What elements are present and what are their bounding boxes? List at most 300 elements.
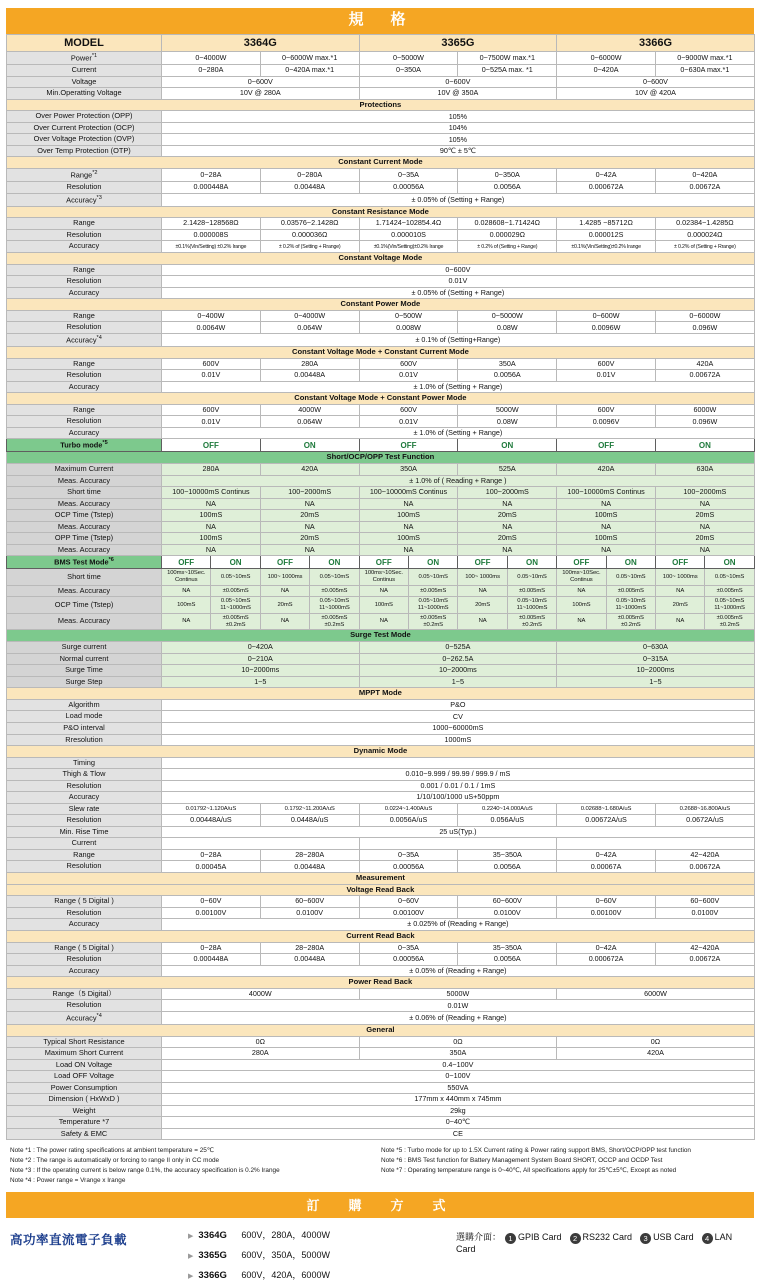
spec-banner-title: 規 格 [6, 8, 754, 34]
cell: 280A [162, 1048, 360, 1060]
cell: 20mS [260, 597, 309, 614]
row-label: Range ( 5 Digital ) [7, 896, 162, 908]
cell: ±0.005mS ±0.2mS [408, 613, 457, 630]
cell: NA [260, 521, 359, 533]
cell: 0~4000W [260, 310, 359, 322]
row-label: Dimension ( HxWxD ) [7, 1094, 162, 1106]
table-row [7, 521, 755, 533]
cell: 1.71424~102854.4Ω [359, 218, 458, 230]
cell: 0.000010S [359, 229, 458, 241]
table-row [7, 780, 755, 792]
cell: 29kg [162, 1105, 755, 1117]
model-3365g: 3365G [359, 34, 557, 52]
cell: ±0.005mS [507, 585, 556, 597]
row-label: Weight [7, 1105, 162, 1117]
row-label: Range ( 5 Digital ) [7, 942, 162, 954]
table-row [7, 381, 755, 393]
cell: 100~2000mS [458, 487, 557, 499]
row-label: Algorithm [7, 699, 162, 711]
cell: 0.00056A [359, 954, 458, 966]
footnote-item: Note *6 : BMS Test function for Battery Management System Board SHORT, OCCP and OCDP Test [381, 1157, 663, 1165]
table-row [7, 757, 755, 769]
bullet-triangle-icon: ▶ [188, 1252, 194, 1260]
cell: 0~28A [162, 942, 261, 954]
table-row [7, 533, 755, 545]
cell: 0~600V [162, 76, 360, 88]
row-label: Over Current Protection (OCP) [7, 122, 162, 134]
table-row [7, 287, 755, 299]
row-label: Accuracy [7, 241, 162, 253]
cell: NA [162, 521, 261, 533]
bullet-triangle-icon: ▶ [188, 1272, 194, 1280]
cell: 0~6000W [655, 310, 754, 322]
row-label: Range [7, 218, 162, 230]
footnote-marker: *5 [102, 440, 108, 447]
row-label: Accuracy [7, 965, 162, 977]
interface-number-badge: 3 [640, 1233, 651, 1244]
row-label: Range [7, 358, 162, 370]
cell: 1~5 [359, 676, 557, 688]
cell: OFF [458, 556, 507, 569]
table-row [7, 182, 755, 194]
cell: 0.00100V [162, 907, 261, 919]
cell: 0~400W [162, 310, 261, 322]
cell: 0.4~100V [162, 1059, 755, 1071]
cell: ±0.005mS ±0.2mS [606, 613, 655, 630]
cell: 0.05~10mS [606, 569, 655, 586]
cell: NA [359, 585, 408, 597]
cell: 350A [359, 1048, 557, 1060]
row-label: Rresolution [7, 734, 162, 746]
row-label: Min. Rise Time [7, 826, 162, 838]
cell: 0~630A max.*1 [655, 65, 754, 77]
section-header-short-ocp-opp [7, 452, 755, 464]
order-model-number: 3364G [198, 1229, 227, 1241]
specification-table [6, 34, 755, 1141]
cell: 600V [557, 404, 656, 416]
interface-number-badge: 1 [505, 1233, 516, 1244]
row-label: Surge Time [7, 665, 162, 677]
cell: ± 0.05% of (Setting + Range) [162, 287, 755, 299]
cell: 600V [162, 404, 261, 416]
footnotes-right-column [381, 1146, 752, 1186]
table-row [7, 76, 755, 88]
row-label: Power Consumption [7, 1082, 162, 1094]
table-row [7, 988, 755, 1000]
row-label: Safety & EMC [7, 1128, 162, 1140]
cell: 0~35A [359, 169, 458, 182]
cell: ±0.005mS [606, 585, 655, 597]
section-header-cvcp [7, 393, 755, 405]
cell: 1/10/100/1000 uS+50ppm [162, 792, 755, 804]
cell: 20mS [260, 510, 359, 522]
row-label: Resolution [7, 1000, 162, 1012]
cell: 100mS [162, 533, 261, 545]
cell: 0.0100V [260, 907, 359, 919]
cell: ± 0.2% of (Setting + Rrange) [655, 241, 754, 253]
table-row [7, 333, 755, 346]
table-row [7, 241, 755, 253]
cell: NA [162, 498, 261, 510]
footnote-marker: *2 [92, 170, 98, 177]
cell: 4000W [162, 988, 360, 1000]
cell: ON [260, 439, 359, 452]
section-title: Dynamic Mode [7, 746, 755, 758]
cell: 0~600V [359, 76, 557, 88]
cell: 0.008W [359, 322, 458, 334]
cell: 20mS [655, 597, 704, 614]
row-label: Resolution [7, 861, 162, 873]
row-label: Maximum Short Current [7, 1048, 162, 1060]
cell: 0.000036Ω [260, 229, 359, 241]
cell: 42~420A [655, 849, 754, 861]
row-label: Power$^{*1}$ [7, 52, 162, 65]
section-header-cv [7, 252, 755, 264]
cell: 0.064W [260, 416, 359, 428]
table-row [7, 676, 755, 688]
row-label: Over Power Protection (OPP) [7, 111, 162, 123]
row-label: OCP Time (Tstep) [7, 510, 162, 522]
cell: 5000W [359, 988, 557, 1000]
cell: 1~5 [162, 676, 360, 688]
footnote-marker: *4 [96, 1012, 102, 1019]
cell [162, 757, 755, 769]
cell: 0~420A [162, 642, 360, 654]
cell: 0~600V [162, 264, 755, 276]
section-header-general [7, 1024, 755, 1036]
cell: 2.1428~128568Ω [162, 218, 261, 230]
row-label: Over Temp Protection (OTP) [7, 145, 162, 157]
cell: 525A [458, 464, 557, 476]
row-label: Resolution [7, 780, 162, 792]
cell: 0.01792~1.120A/uS [162, 803, 261, 815]
section-header-mppt [7, 688, 755, 700]
cell: OFF [162, 439, 261, 452]
cell: 104% [162, 122, 755, 134]
footnote-item: Note *7 : Operating temperature range is 0~40℃, All specifications apply for 25℃±5℃, Except as noted [381, 1167, 677, 1175]
row-label: Short time [7, 569, 162, 586]
cell: 0.028608~1.71424Ω [458, 218, 557, 230]
cell: 0~35A [359, 849, 458, 861]
cell: 0.1792~11.200A/uS [260, 803, 359, 815]
table-row [7, 1117, 755, 1129]
section-header-current-read-back [7, 930, 755, 942]
cell: 0.05~10mS 11~1000mS [408, 597, 457, 614]
cell: 35~350A [458, 849, 557, 861]
cell: 20mS [655, 533, 754, 545]
row-label: Meas. Accuracy [7, 521, 162, 533]
section-header-voltage-read-back [7, 884, 755, 896]
cell: ±0.005mS [310, 585, 359, 597]
table-row [7, 1011, 755, 1024]
cell: NA [260, 498, 359, 510]
optional-interface-label: 選購介面： [456, 1231, 502, 1242]
row-label: Turbo mode$^{*5}$ [7, 439, 162, 452]
cell: 20mS [655, 510, 754, 522]
cell: OFF [557, 556, 606, 569]
table-row [7, 52, 755, 65]
cell: 0.2688~16.800A/uS [655, 803, 754, 815]
section-header-protections [7, 99, 755, 111]
row-label: Accuracy [7, 792, 162, 804]
cell: 0~350A [359, 65, 458, 77]
row-label: Meas. Accuracy [7, 613, 162, 630]
cell: 28~280A [260, 942, 359, 954]
row-label: Resolution [7, 907, 162, 919]
table-row [7, 427, 755, 439]
cell: ±0.1%(Vin/Setting)±0.2% Irange [557, 241, 656, 253]
cell: 105% [162, 111, 755, 123]
cell: 0.01V [359, 416, 458, 428]
optional-interface-list [456, 1228, 752, 1288]
cell: 0.01V [162, 370, 261, 382]
cell: 350A [359, 464, 458, 476]
cell: ±0.005mS [408, 585, 457, 597]
table-row [7, 322, 755, 334]
cell: 0.00448A [260, 954, 359, 966]
cell: NA [557, 613, 606, 630]
table-row [7, 954, 755, 966]
cell: 100~10000mS Continus [162, 487, 261, 499]
table-row [7, 1071, 755, 1083]
section-title: Constant Voltage Mode [7, 252, 755, 264]
table-row [7, 358, 755, 370]
cell: 0~5000W [458, 310, 557, 322]
row-label: Accuracy [7, 287, 162, 299]
cell: 0.096W [655, 416, 754, 428]
bullet-triangle-icon: ▶ [188, 1232, 194, 1240]
cell: CV [162, 711, 755, 723]
cell: 0.00448A [260, 861, 359, 873]
cell: 0.00056A [359, 861, 458, 873]
cell: ±0.005mS [705, 585, 754, 597]
cell: 280A [260, 358, 359, 370]
row-label: Load OFF Voltage [7, 1071, 162, 1083]
cell: 10~2000ms [557, 665, 755, 677]
cell: 0.02688~1.680A/uS [557, 803, 656, 815]
cell: ± 0.06% of (Reading + Range) [162, 1011, 755, 1024]
cell: 0.01V [162, 276, 755, 288]
cell: 0.096W [655, 322, 754, 334]
interface-number-badge: 2 [570, 1233, 581, 1244]
cell: 0.05~10mS 11~1000mS [507, 597, 556, 614]
cell: 0~525A max. *1 [458, 65, 557, 77]
cell [359, 838, 557, 850]
section-header-cr [7, 206, 755, 218]
footnote-item: Note *4 : Power range = Vrange x Irange [10, 1177, 126, 1185]
cell: 0~42A [557, 169, 656, 182]
section-header-cc [7, 157, 755, 169]
cell: 0~280A [162, 65, 261, 77]
table-row [7, 569, 755, 586]
cell: 25 uS(Typ.) [162, 826, 755, 838]
cell: ON [458, 439, 557, 452]
table-row [7, 416, 755, 428]
row-label: P&O interval [7, 723, 162, 735]
cell: NA [162, 613, 211, 630]
cell: 0.000448A [162, 954, 261, 966]
cell: 0.00056A [359, 182, 458, 194]
footnote-item: Note *1 : The power rating specifications at ambient temperature = 25℃ [10, 1147, 215, 1155]
cell: 10~2000ms [162, 665, 360, 677]
cell: 420A [260, 464, 359, 476]
table-row [7, 544, 755, 556]
row-label: Range [7, 310, 162, 322]
table-row [7, 1128, 755, 1140]
cell: 60~600V [260, 896, 359, 908]
table-row [7, 1082, 755, 1094]
cell: NA [655, 613, 704, 630]
cell: 0.05~10mS [310, 569, 359, 586]
cell: 0.00672A [655, 954, 754, 966]
cell: 0.056A/uS [458, 815, 557, 827]
cell: 100~10000mS Continus [359, 487, 458, 499]
cell: 0.03576~2.1428Ω [260, 218, 359, 230]
cell: 0~7500W max.*1 [458, 52, 557, 65]
cell: NA [655, 544, 754, 556]
cell: 100~10000mS Continus [557, 487, 656, 499]
cell: 0.01V [557, 370, 656, 382]
cell: NA [162, 544, 261, 556]
row-label: Resolution [7, 370, 162, 382]
table-row [7, 734, 755, 746]
cell: 420A [655, 358, 754, 370]
cell: NA [162, 585, 211, 597]
cell: 1000~60000mS [162, 723, 755, 735]
cell: 20mS [458, 533, 557, 545]
table-row [7, 404, 755, 416]
footnote-marker: *3 [96, 194, 102, 201]
cell: 0~100V [162, 1071, 755, 1083]
cell: 0~500W [359, 310, 458, 322]
cell: 0Ω [162, 1036, 360, 1048]
cell: 630A [655, 464, 754, 476]
cell: 0.000029Ω [458, 229, 557, 241]
table-row [7, 613, 755, 630]
cell: 280A [162, 464, 261, 476]
cell: 0~4000W [162, 52, 261, 65]
cell: 0.00448A [260, 182, 359, 194]
section-title: General [7, 1024, 755, 1036]
section-title: Constant Voltage Mode + Constant Current Mode [7, 346, 755, 358]
section-title: Constant Voltage Mode + Constant Power Mode [7, 393, 755, 405]
table-row [7, 464, 755, 476]
cell: ±0.1%(Vin/Setting)±0.2% Irange [359, 241, 458, 253]
row-label: Current [7, 65, 162, 77]
bms-test-mode-header-row [7, 556, 755, 569]
cell: 100ms~10Sec. Continus [557, 569, 606, 586]
section-header-surge [7, 630, 755, 642]
cell: 100~ 1000ms [260, 569, 309, 586]
table-row [7, 919, 755, 931]
cell: 0.0064W [162, 322, 261, 334]
cell: 0.000672A [557, 182, 656, 194]
cell: 550VA [162, 1082, 755, 1094]
row-label: Range（5 Digital） [7, 988, 162, 1000]
cell: NA [655, 585, 704, 597]
footnote-item: Note *3 : If the operating current is below range 0.1%, the accuracy specification is 0.2% Irange [10, 1167, 280, 1175]
cell: ±0.005mS ±0.2mS [705, 613, 754, 630]
cell: 0.02384~1.4285Ω [655, 218, 754, 230]
cell: 0~210A [162, 653, 360, 665]
order-model-number: 3366G [198, 1269, 227, 1281]
row-label: Voltage [7, 76, 162, 88]
cell: 0.00045A [162, 861, 261, 873]
cell: 0.05~10mS [507, 569, 556, 586]
table-row [7, 815, 755, 827]
cell: 0.010~9.999 / 99.99 / 999.9 / mS [162, 769, 755, 781]
table-row [7, 510, 755, 522]
cell: ± 0.05% of (Reading + Range) [162, 965, 755, 977]
cell: 0.00448A/uS [162, 815, 261, 827]
cell: NA [458, 544, 557, 556]
cell: 0~28A [162, 849, 261, 861]
list-item [188, 1228, 456, 1241]
row-label: Meas. Accuracy [7, 498, 162, 510]
model-header-row [7, 34, 755, 52]
table-row [7, 1036, 755, 1048]
cell: ± 1.0% of (Setting + Range) [162, 427, 755, 439]
cell: 0.00100V [359, 907, 458, 919]
footnotes [6, 1140, 754, 1190]
cell: NA [458, 613, 507, 630]
cell: 90℃ ± 5℃ [162, 145, 755, 157]
cell: 0~262.5A [359, 653, 557, 665]
cell: 20mS [458, 597, 507, 614]
cell: P&O [162, 699, 755, 711]
section-header-measurement [7, 872, 755, 884]
cell: 100mS [359, 597, 408, 614]
row-label: Meas. Accuracy [7, 544, 162, 556]
cell: 0~28A [162, 169, 261, 182]
model-3366g: 3366G [557, 34, 755, 52]
order-model-spec: 600V，420A，6000W [241, 1269, 330, 1280]
section-title: MPPT Mode [7, 688, 755, 700]
cell: 0~60V [359, 896, 458, 908]
row-label: Range [7, 404, 162, 416]
cell: NA [557, 585, 606, 597]
cell: 0.0056A [458, 861, 557, 873]
row-label: Typical Short Resistance [7, 1036, 162, 1048]
cell [162, 838, 360, 850]
cell: 0.0224~1.400A/uS [359, 803, 458, 815]
cell: 0.0100V [655, 907, 754, 919]
cell: 10V @ 420A [557, 88, 755, 100]
cell: ± 0.05% of (Setting + Range) [162, 193, 755, 206]
cell: 0.000448A [162, 182, 261, 194]
table-row [7, 1000, 755, 1012]
cell: 0~315A [557, 653, 755, 665]
row-label: Timing [7, 757, 162, 769]
row-label: Resolution [7, 954, 162, 966]
cell: 42~420A [655, 942, 754, 954]
cell: 0.00672A [655, 861, 754, 873]
table-row [7, 1105, 755, 1117]
section-header-power-read-back [7, 977, 755, 989]
cell: 100mS [162, 597, 211, 614]
cell: 0.08W [458, 322, 557, 334]
cell: 600V [359, 358, 458, 370]
table-row [7, 218, 755, 230]
cell: NA [359, 498, 458, 510]
table-row [7, 826, 755, 838]
row-label: Resolution [7, 416, 162, 428]
cell: 60~600V [458, 896, 557, 908]
cell: 0~420A [557, 65, 656, 77]
cell: 0.05~10mS [211, 569, 260, 586]
cell: 0.000672A [557, 954, 656, 966]
cell: ±0.1%(Vin/Setting) ±0.2% Irange [162, 241, 261, 253]
